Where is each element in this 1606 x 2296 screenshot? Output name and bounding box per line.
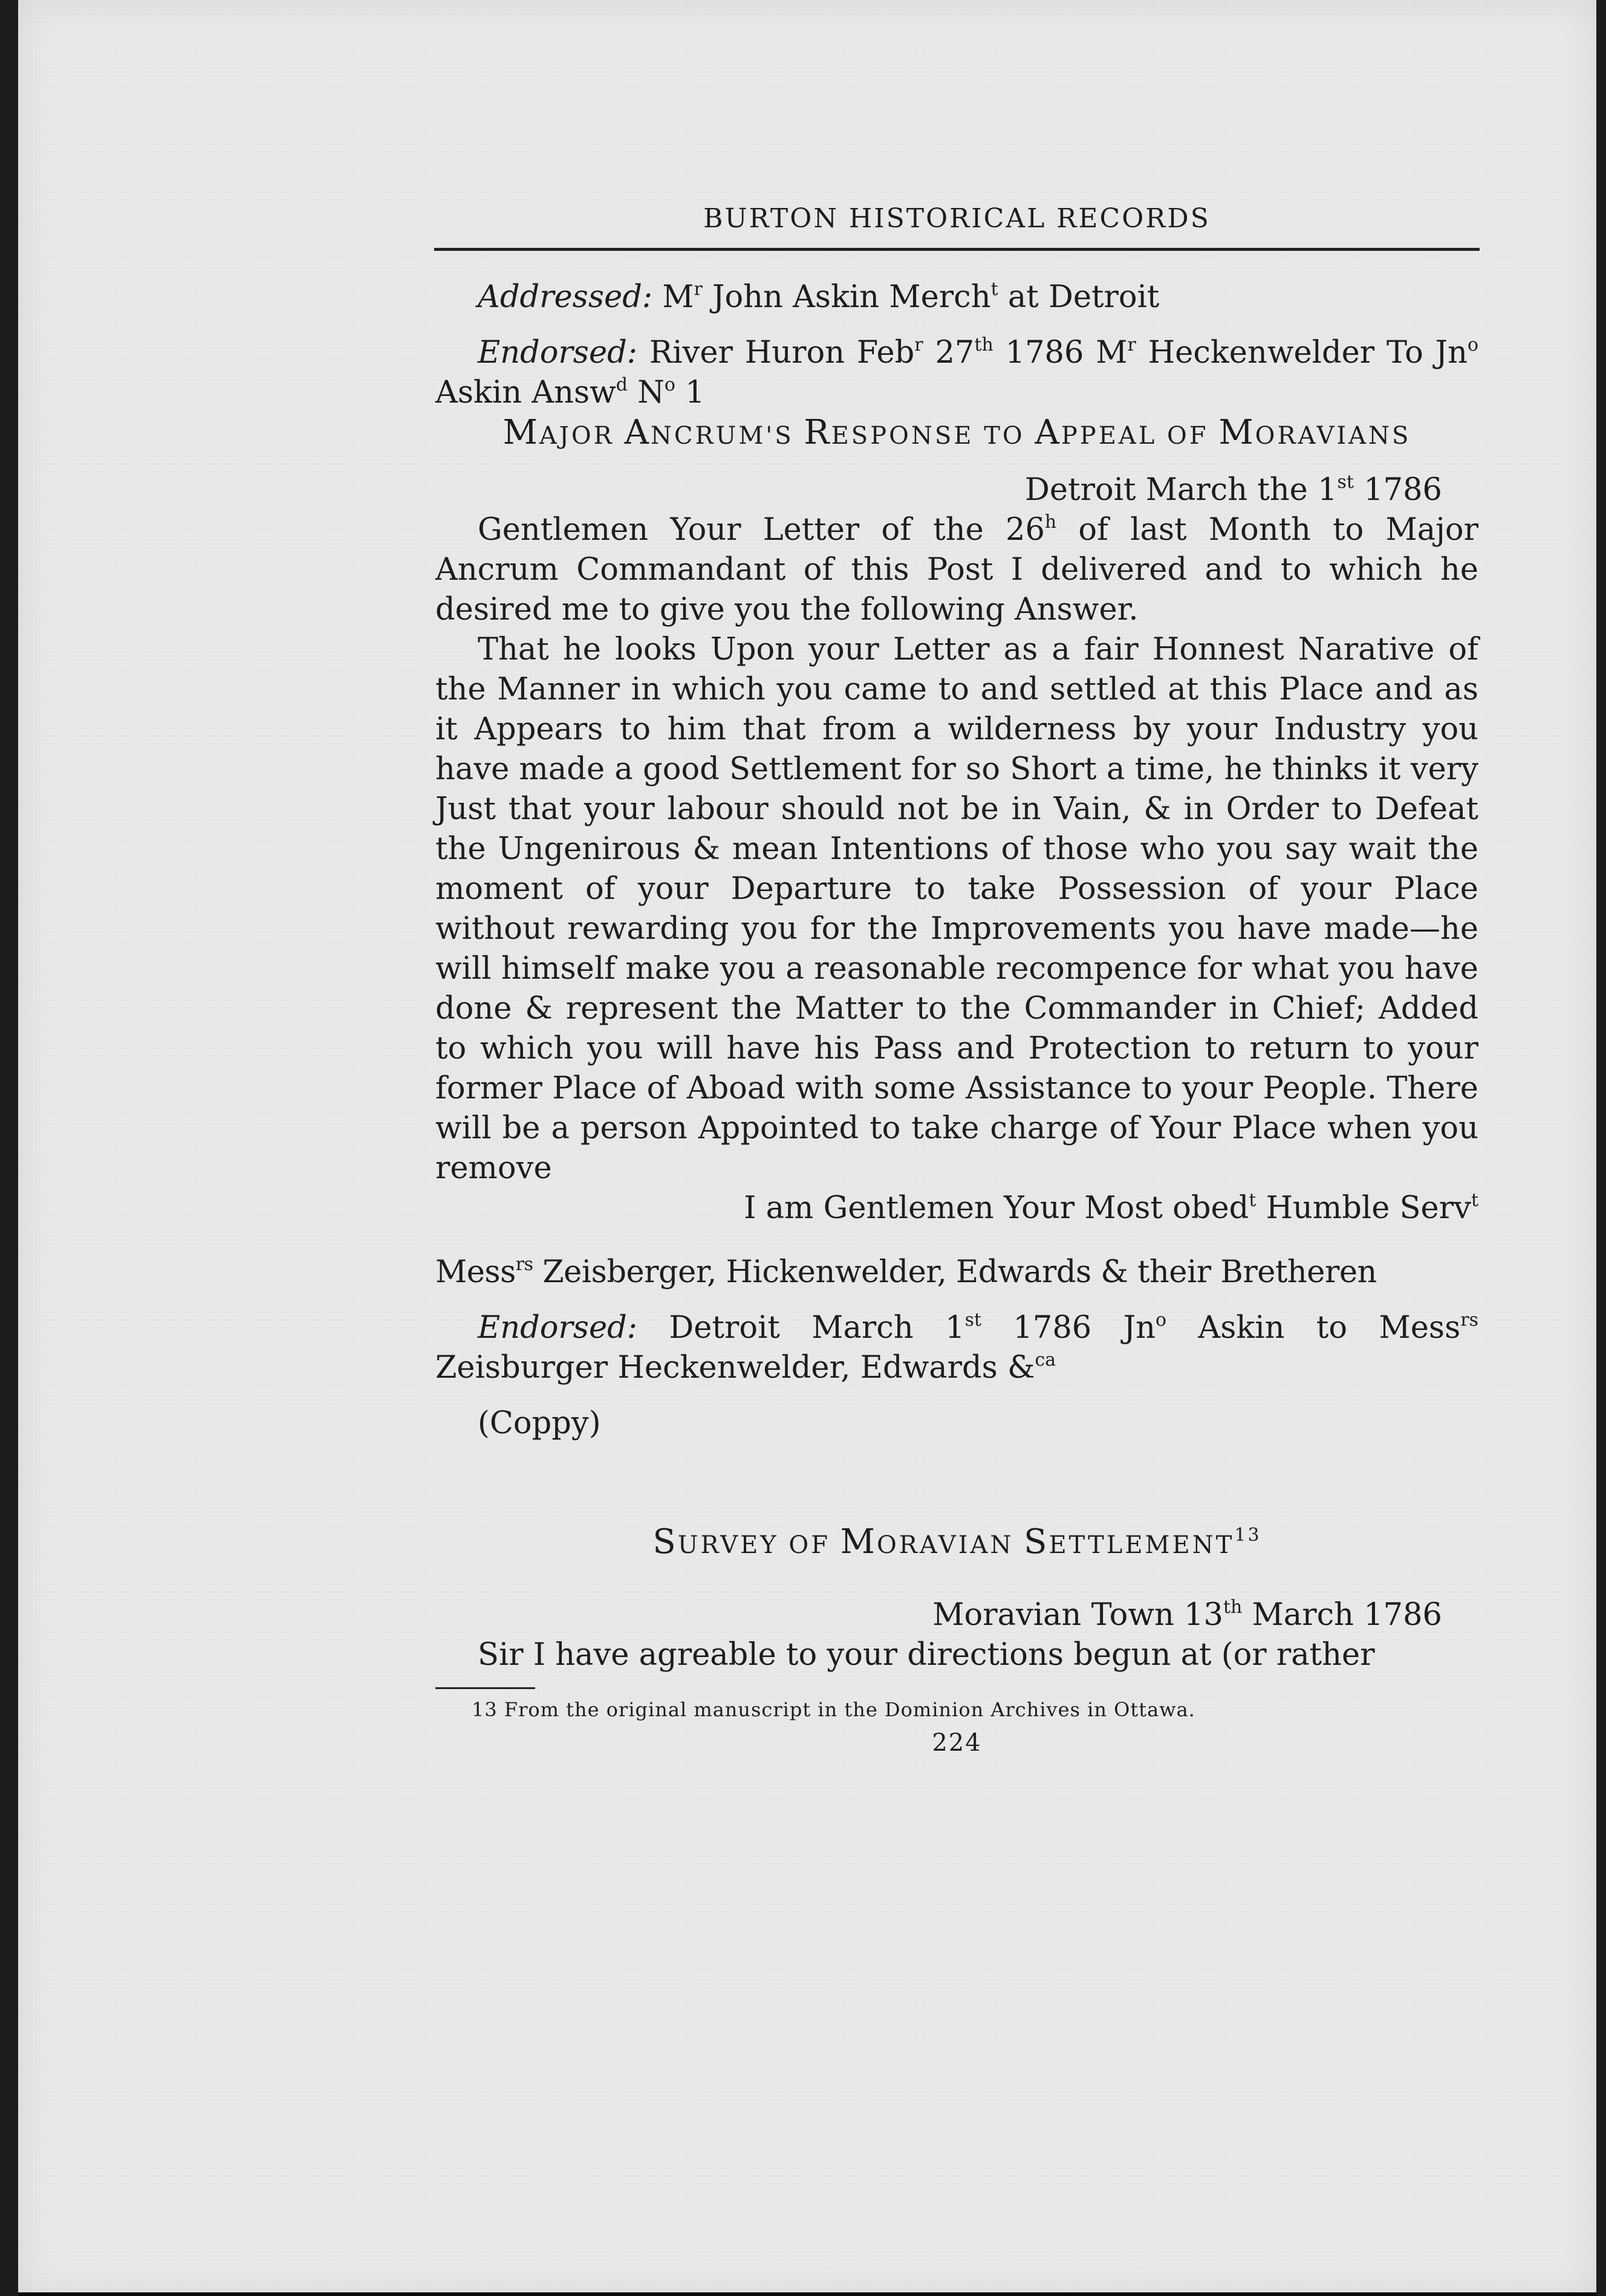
heading-cap: M [1218, 413, 1255, 452]
footnote-marker: 13 [1234, 1525, 1261, 1546]
endorsed-text: River Huron Feb [637, 335, 915, 371]
superscript: rs [515, 1254, 533, 1275]
superscript: th [1223, 1597, 1243, 1618]
heading-small-caps: PPEAL OF [1061, 422, 1219, 450]
addressed-text: John Askin Merch [702, 279, 991, 315]
dateline-year: 1786 [1353, 472, 1442, 508]
letter-closing [435, 1189, 1478, 1228]
section-heading-major-ancrum [435, 413, 1478, 456]
superscript: th [974, 334, 993, 355]
book-page [18, 0, 1596, 2296]
footnote-rule [435, 1687, 535, 1689]
endorsed-text: Zeisburger Heckenwelder, Edwards & [435, 1350, 1035, 1386]
superscript: h [1044, 511, 1057, 533]
endorsed-text: Detroit March 1 [637, 1310, 965, 1346]
endorsed-text: Heckenwelder To Jn [1136, 335, 1468, 371]
superscript: st [1337, 472, 1354, 493]
closing-text: Humble Serv [1256, 1190, 1471, 1226]
letter-addressee [435, 1253, 1478, 1292]
dateline-moravian-town [435, 1595, 1478, 1635]
dateline-detroit [435, 470, 1478, 510]
superscript: d [616, 374, 628, 395]
heading-cap: A [624, 413, 651, 452]
dateline-text: Detroit March the 1 [1025, 472, 1338, 508]
endorsed-line-1 [435, 333, 1478, 413]
endorsed-text: Askin Answ [435, 375, 616, 410]
superscript: t [1471, 1190, 1478, 1211]
letter-2-opening: Sir I have agreable to your directions begun at (or rather [478, 1637, 1375, 1673]
letter-paragraph-1 [435, 510, 1478, 630]
heading-small-caps: ESPONSE TO [831, 422, 1035, 450]
heading-small-caps: AJOR [539, 422, 625, 450]
endorsed-text: 27 [923, 335, 975, 371]
endorsed-text: Askin to Mess [1166, 1310, 1461, 1346]
endorsed-text: 1786 Jn [981, 1310, 1156, 1346]
superscript: r [694, 279, 703, 300]
addressed-text: at Detroit [998, 279, 1160, 315]
superscript: o [664, 374, 675, 395]
letter-text: Gentlemen Your Letter of the 26 [478, 512, 1045, 548]
heading-cap: R [804, 413, 831, 452]
addressee-text: Zeisberger, Hickenwelder, Edwards & their Bretheren [533, 1254, 1377, 1290]
heading-cap: M [840, 1522, 877, 1561]
superscript: rs [1460, 1309, 1478, 1331]
superscript: r [1127, 334, 1136, 355]
heading-cap: S [652, 1522, 678, 1561]
addressed-label: Addressed: [478, 279, 653, 315]
running-head: BURTON HISTORICAL RECORDS [434, 206, 1480, 251]
scan-edge [18, 2292, 1596, 2296]
endorsed-label: Endorsed: [478, 335, 637, 371]
superscript: t [990, 279, 998, 300]
superscript: o [1155, 1309, 1166, 1331]
endorsed-label: Endorsed: [478, 1310, 637, 1346]
heading-cap: A [1035, 413, 1061, 452]
page-number: 224 [932, 1729, 982, 1757]
section-heading-survey [435, 1522, 1478, 1565]
addressed-line [435, 277, 1478, 317]
superscript: st [964, 1309, 982, 1331]
heading-small-caps: ORAVIANS [1255, 422, 1411, 450]
endorsed-text: N [628, 375, 665, 410]
superscript: r [914, 334, 923, 355]
heading-small-caps: URVEY OF [677, 1531, 840, 1559]
superscript: ca [1035, 1349, 1056, 1370]
endorsed-text: 1786 M [993, 335, 1128, 371]
superscript: o [1467, 334, 1478, 355]
footnote: 13 From the original manuscript in the Dominion Archives in Ottawa. [472, 1698, 1195, 1721]
endorsed-line-2 [435, 1308, 1478, 1388]
coppy-note: (Coppy) [478, 1406, 601, 1441]
dateline-year: March 1786 [1242, 1597, 1442, 1633]
endorsed-text: 1 [675, 375, 705, 410]
letter-text: of last Month to Major Ancrum Commandant of this Post I delivered and to which he desired me to give you the following Answer. [435, 512, 1478, 628]
dateline-text: Moravian Town 13 [932, 1597, 1223, 1633]
addressed-text: M [652, 279, 694, 315]
page-content [435, 203, 1478, 1757]
heading-cap: M [502, 413, 539, 452]
closing-text: I am Gentlemen Your Most obed [744, 1190, 1249, 1226]
superscript: t [1249, 1190, 1257, 1211]
heading-small-caps: ORAVIAN [877, 1531, 1024, 1559]
letter-paragraph-2: That he looks Upon your Letter as a fair Honnest Narative of the Manner in which you came to and settled at this Place and as it Appears to him that from a wilderness by your Industry you have made a good Settlement for so Short a time, he thinks it very Just that your labour should not be in Vain, & in Order to Defeat the Ungenirous & mean Intentions of those who you say wait the moment of your Departure to take Possession of your Place without rewarding you for the Improvements you have made—he will himself make you a reasonable recompence for what you have done & represent the Matter to the Commander in Chief; Added to which you will have his Pass and Protection to return to your former Place of Aboad with some Assistance to your People. There will be a person Appointed to take charge of Your Place when you remove [435, 632, 1478, 1186]
heading-small-caps: ETTLEMENT [1048, 1531, 1235, 1559]
heading-small-caps: NCRUM'S [650, 422, 804, 450]
addressee-text: Mess [435, 1254, 516, 1290]
heading-cap: S [1024, 1522, 1049, 1561]
